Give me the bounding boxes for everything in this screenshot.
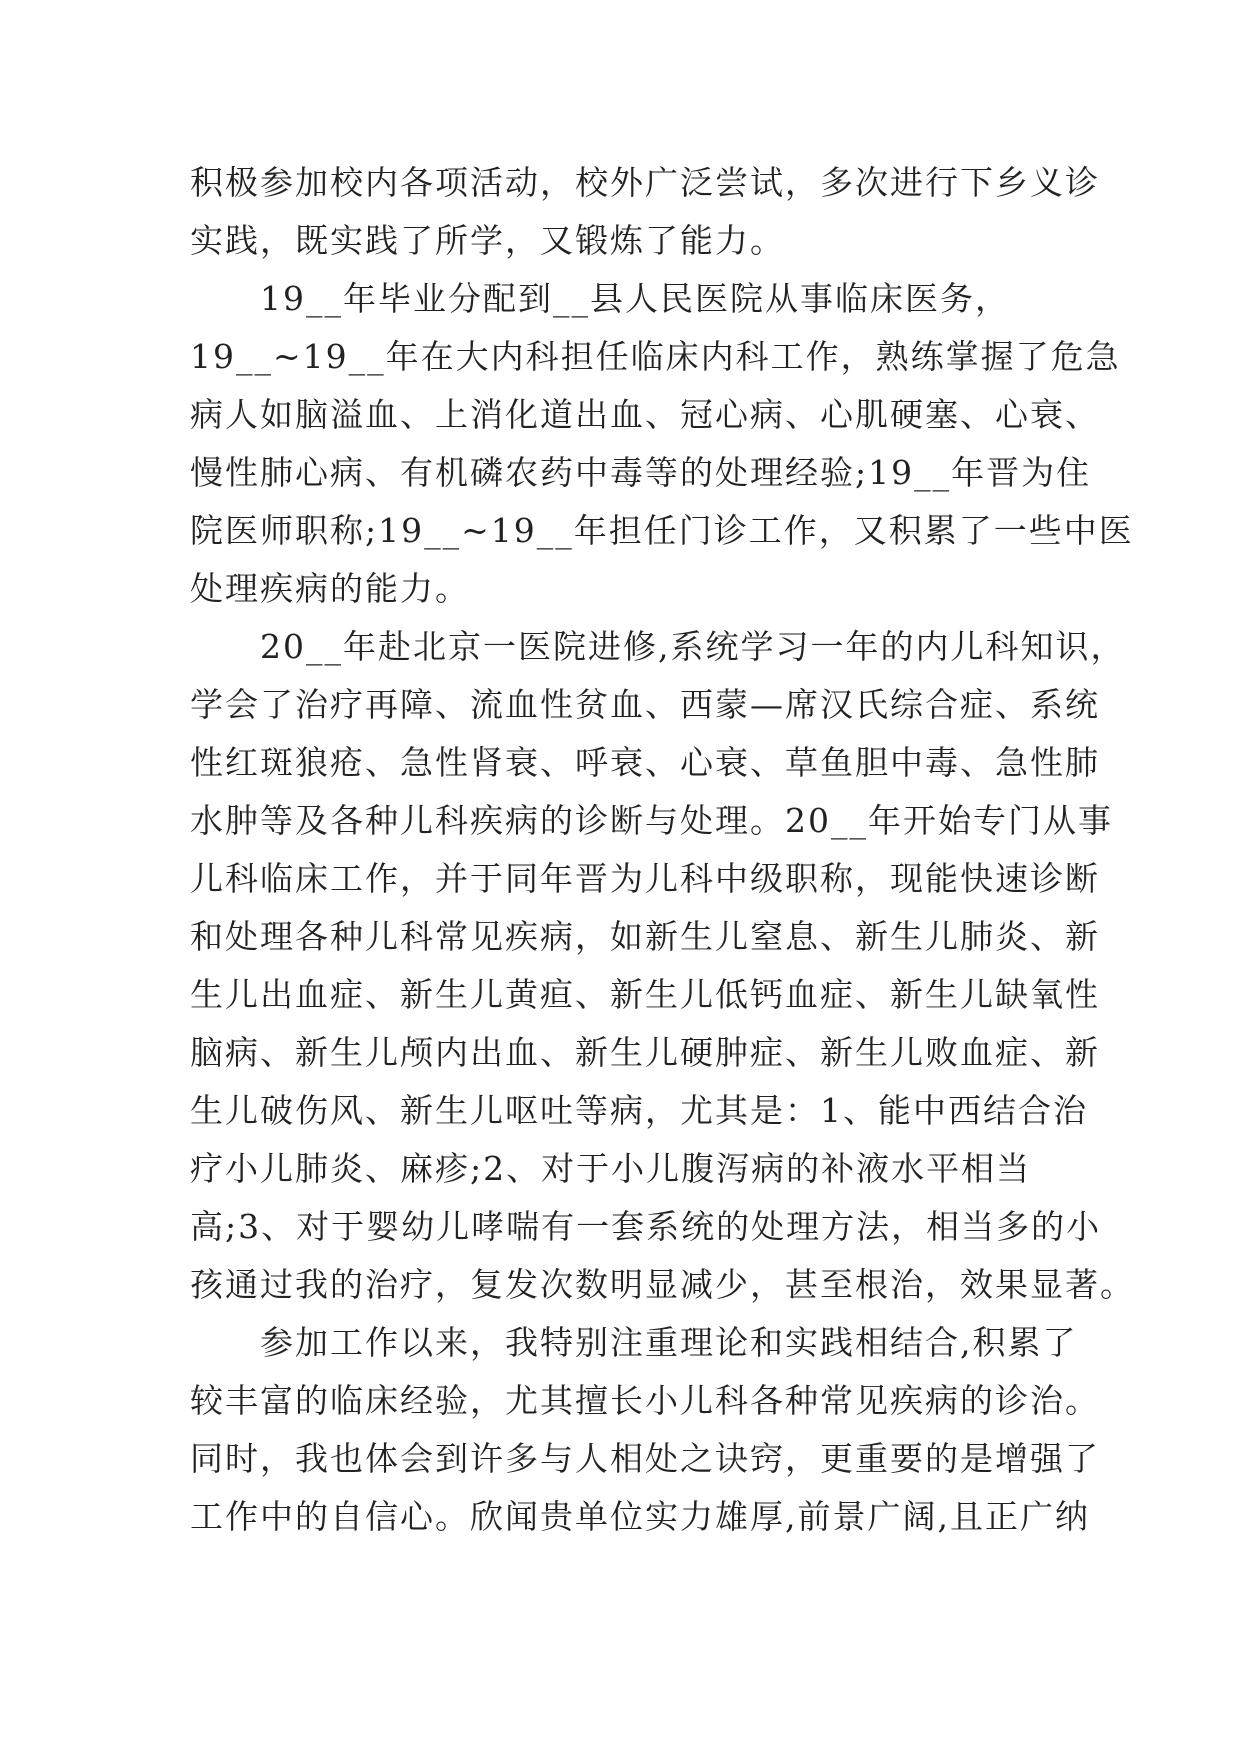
text-line: 病人如脑溢血、上消化道出血、冠心病、心肌硬塞、心衰、 bbox=[190, 395, 1100, 434]
text-line: 处理疾病的能力。 bbox=[190, 569, 470, 608]
text-line: 慢性肺心病、有机磷农药中毒等的处理经验;19__年晋为住 bbox=[190, 453, 1092, 492]
text-line: 儿科临床工作，并于同年晋为儿科中级职称，现能快速诊断 bbox=[190, 859, 1100, 898]
text-line: 较丰富的临床经验，尤其擅长小儿科各种常见疾病的诊治。 bbox=[190, 1381, 1100, 1420]
paragraph-1 bbox=[190, 154, 1100, 270]
text-line: 和处理各种儿科常见疾病，如新生儿窒息、新生儿肺炎、新 bbox=[190, 917, 1100, 956]
text-line: 工作中的自信心。欣闻贵单位实力雄厚,前景广阔,且正广纳 bbox=[190, 1497, 1090, 1536]
text-line: 生儿破伤风、新生儿呕吐等病，尤其是：1、能中西结合治 bbox=[190, 1091, 1088, 1130]
text-line: 同时，我也体会到许多与人相处之诀窍，更重要的是增强了 bbox=[190, 1439, 1100, 1478]
text-line: 院医师职称;19__~19__年担任门诊工作，又积累了一些中医 bbox=[190, 511, 1134, 550]
text-line: 脑病、新生儿颅内出血、新生儿硬肿症、新生儿败血症、新 bbox=[190, 1033, 1100, 1072]
paragraph-4 bbox=[190, 1314, 1100, 1546]
paragraph-3 bbox=[190, 618, 1135, 1314]
text-line: 19__年毕业分配到__县人民医院从事临床医务， bbox=[260, 279, 1010, 318]
text-line: 高;3、对于婴幼儿哮喘有一套系统的处理方法，相当多的小 bbox=[190, 1207, 1102, 1246]
text-line: 实践，既实践了所学，又锻炼了能力。 bbox=[190, 221, 785, 260]
document-body bbox=[190, 154, 1135, 1546]
text-line: 孩通过我的治疗，复发次数明显减少，甚至根治，效果显著。 bbox=[190, 1265, 1135, 1304]
text-line: 参加工作以来，我特别注重理论和实践相结合,积累了 bbox=[260, 1323, 1078, 1362]
text-line: 20__年赴北京一医院进修,系统学习一年的内儿科知识， bbox=[260, 627, 1126, 666]
text-line: 19__~19__年在大内科担任临床内科工作，熟练掌握了危急 bbox=[190, 337, 1121, 376]
text-line: 水肿等及各种儿科疾病的诊断与处理。20__年开始专门从事 bbox=[190, 801, 1113, 840]
text-line: 生儿出血症、新生儿黄疸、新生儿低钙血症、新生儿缺氧性 bbox=[190, 975, 1100, 1014]
text-line: 性红斑狼疮、急性肾衰、呼衰、心衰、草鱼胆中毒、急性肺 bbox=[190, 743, 1100, 782]
text-line: 疗小儿肺炎、麻疹;2、对于小儿腹泻病的补液水平相当 bbox=[190, 1149, 1032, 1188]
text-line: 学会了治疗再障、流血性贫血、西蒙—席汉氏综合症、系统 bbox=[190, 685, 1100, 724]
text-line: 积极参加校内各项活动，校外广泛尝试，多次进行下乡义诊 bbox=[190, 163, 1100, 202]
paragraph-2 bbox=[190, 270, 1134, 618]
